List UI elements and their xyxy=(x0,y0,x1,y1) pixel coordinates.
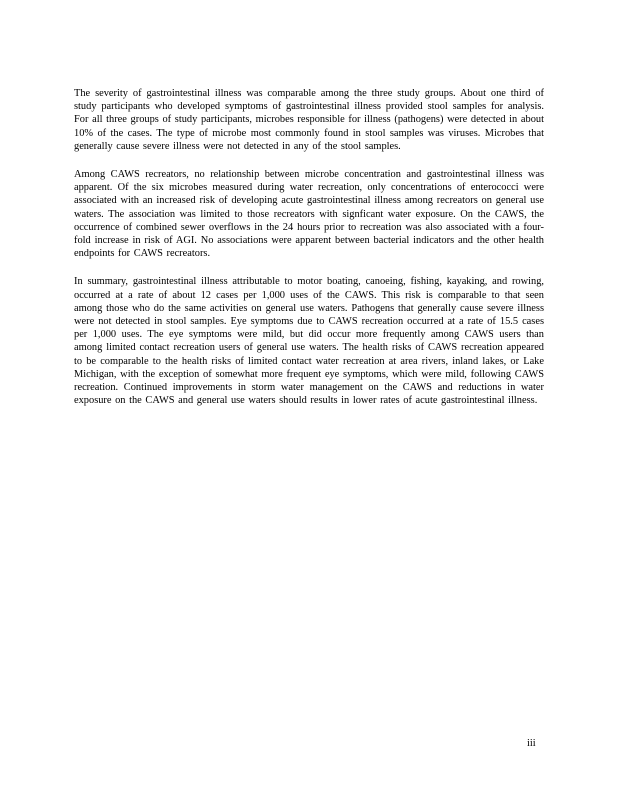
paragraph-caws-microbes: Among CAWS recreators, no relationship between microbe concentration and gastrointestinal illness was apparent. Of the six microbes measured during water recreation, only concentrations of enterococci were associated with an increased risk of developing acute gastrointestinal illness among recreators on general use waters. The association was limited to those recreators with signficant water exposure. On the CAWS, the occurrence of combined sewer overflows in the 24 hours prior to recreation was also associated with a four-fold increase in risk of AGI. No associations were apparent between bacterial indicators and the other health endpoints for CAWS recreators. xyxy=(74,169,544,260)
paragraph-illness-severity: The severity of gastrointestinal illness was comparable among the three study groups. About one third of study participants who developed symptoms of gastrointestinal illness provided stool samples for analysis. For all three groups of study participants, microbes responsible for illness (pathogens) were detected in about 10% of the cases. The type of microbe most commonly found in stool samples was viruses. Microbes that generally cause severe illness were not detected in any of the stool samples. xyxy=(74,88,544,152)
paragraph-summary: In summary, gastrointestinal illness attributable to motor boating, canoeing, fishing, kayaking, and rowing, occurred at a rate of about 12 cases per 1,000 uses of the CAWS. This risk is comparable to that seen among those who do the same activities on general use waters. Pathogens that generally cause severe illness were not detected in stool samples. Eye symptoms due to CAWS recreation occurred at a rate of 15.5 cases per 1,000 uses. The eye symptoms were mild, but did occur more frequently among CAWS users than among limited contact recreation users of general use waters. The health risks of CAWS recreation appeared to be comparable to the health risks of limited contact water recreation at area rivers, inland lakes, or Lake Michigan, with the exception of somewhat more frequent eye symptoms, which were mild, following CAWS recreation. Continued improvements in storm water management on the CAWS and reductions in water exposure on the CAWS and general use waters should results in lower rates of acute gastrointestinal illness. xyxy=(74,276,544,407)
page-number: iii xyxy=(527,738,536,749)
document-body xyxy=(74,87,544,422)
